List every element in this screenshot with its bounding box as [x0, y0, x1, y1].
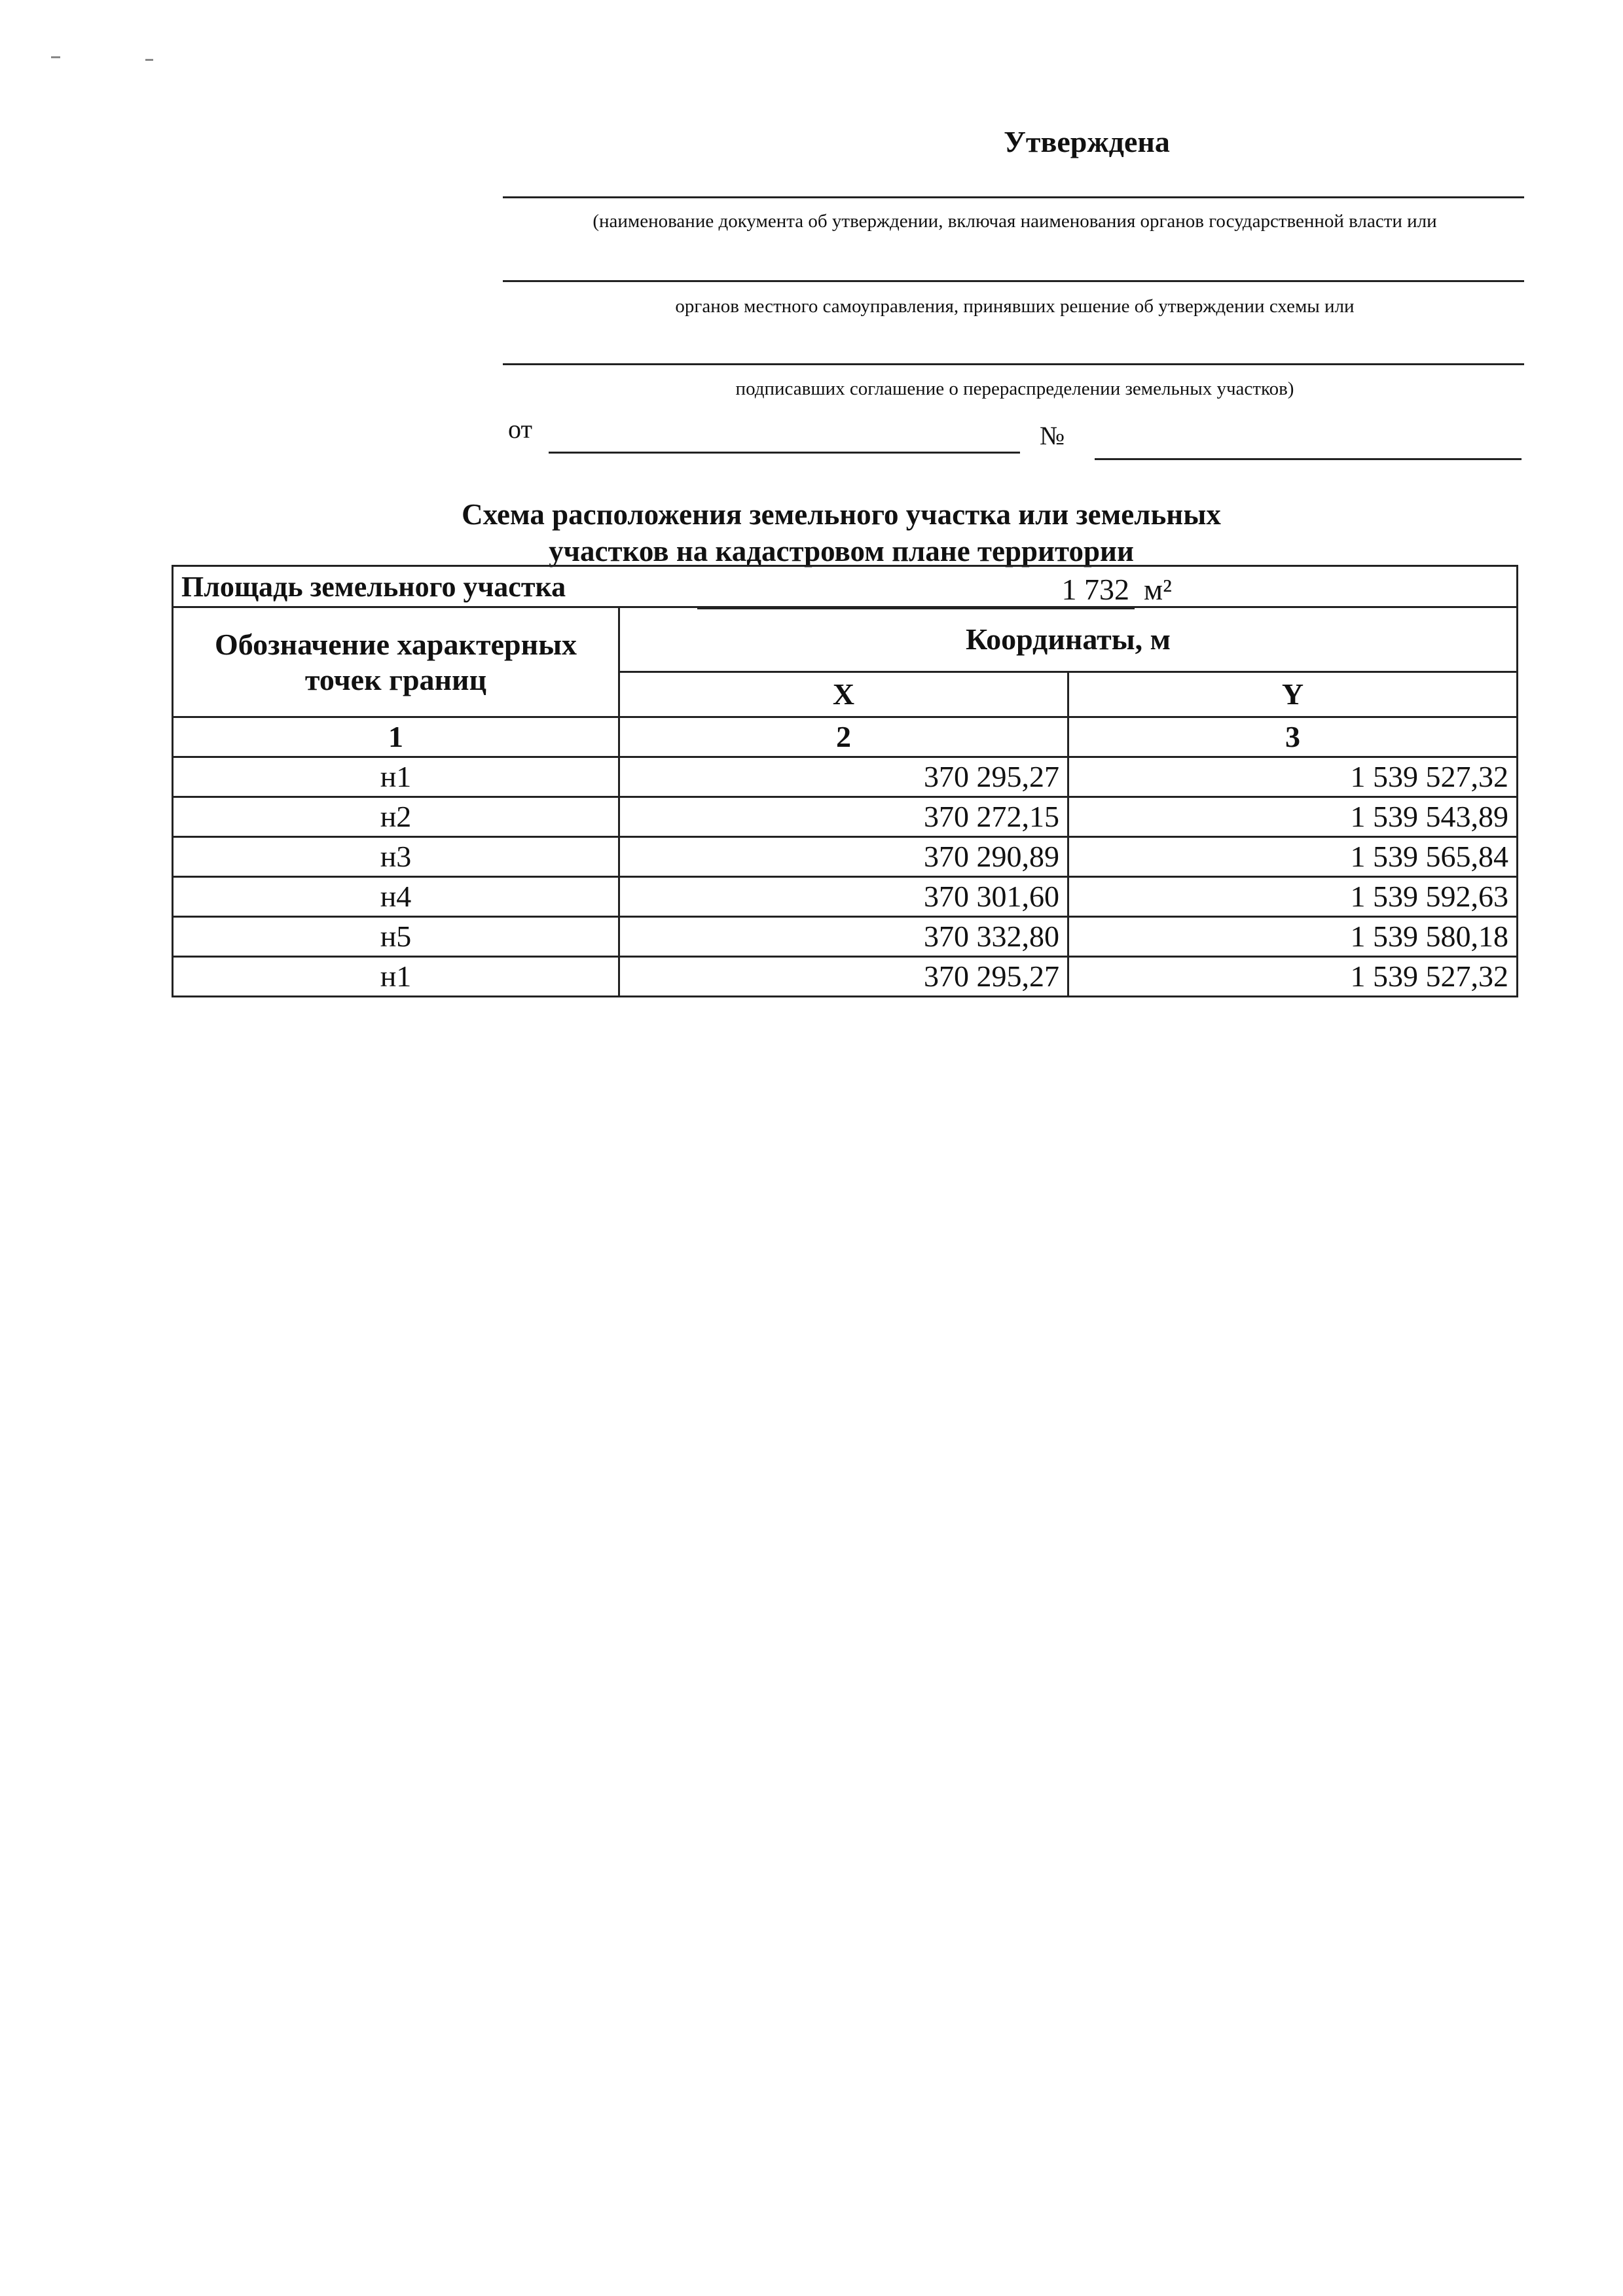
approval-organ-line [503, 280, 1524, 282]
approval-document-line [503, 196, 1524, 198]
y-value: 1 539 580,18 [1068, 917, 1518, 957]
x-value: 370 301,60 [619, 877, 1068, 917]
date-from-label: от [508, 414, 532, 444]
caption-document-name: (наименование документа об утверждении, включая наименования органов государственной власти или [593, 211, 1437, 232]
point-name: н2 [173, 797, 619, 837]
area-row [173, 566, 1518, 607]
number-label: № [1040, 421, 1065, 450]
column-number-row [173, 717, 1518, 757]
scheme-title-line-2: участков на кадастровом плане территории [549, 535, 1134, 567]
area-value: 1 732 [697, 572, 1135, 609]
point-name: н3 [173, 837, 619, 877]
date-line [549, 452, 1020, 454]
column-number-3: 3 [1068, 717, 1518, 757]
table-row [173, 757, 1518, 797]
y-value: 1 539 527,32 [1068, 957, 1518, 997]
area-cell [173, 566, 1518, 607]
point-designation-header: Обозначение характерных точек границ [173, 607, 619, 717]
area-unit: м² [1144, 573, 1172, 606]
column-number-2: 2 [619, 717, 1068, 757]
y-value: 1 539 527,32 [1068, 757, 1518, 797]
area-value-group [697, 572, 1172, 609]
approved-heading: Утверждена [1004, 125, 1170, 158]
x-value: 370 295,27 [619, 957, 1068, 997]
x-value: 370 332,80 [619, 917, 1068, 957]
point-name: н1 [173, 957, 619, 997]
table-row [173, 877, 1518, 917]
caption-local-government: органов местного самоуправления, принявших решение об утверждении схемы или [675, 296, 1355, 317]
point-name: н5 [173, 917, 619, 957]
y-header: Y [1068, 672, 1518, 717]
y-value: 1 539 543,89 [1068, 797, 1518, 837]
area-label: Площадь земельного участка [181, 570, 566, 603]
scheme-title [367, 496, 1316, 569]
x-value: 370 295,27 [619, 757, 1068, 797]
y-value: 1 539 565,84 [1068, 837, 1518, 877]
column-number-1: 1 [173, 717, 619, 757]
x-value: 370 290,89 [619, 837, 1068, 877]
point-name: н4 [173, 877, 619, 917]
number-line [1095, 458, 1522, 460]
coordinates-table [172, 565, 1518, 997]
table-row [173, 837, 1518, 877]
caption-agreement: подписавших соглашение о перераспределении земельных участков) [735, 378, 1294, 399]
scan-speck [145, 59, 153, 61]
scheme-title-line-1: Схема расположения земельного участка или земельных [462, 498, 1221, 531]
coordinates-header: Координаты, м [619, 607, 1518, 672]
y-value: 1 539 592,63 [1068, 877, 1518, 917]
x-value: 370 272,15 [619, 797, 1068, 837]
table-row [173, 917, 1518, 957]
point-name: н1 [173, 757, 619, 797]
scan-speck [51, 56, 60, 58]
table-row [173, 957, 1518, 997]
table-row [173, 797, 1518, 837]
header-row-coords [173, 607, 1518, 672]
approval-signers-line [503, 363, 1524, 365]
x-header: X [619, 672, 1068, 717]
